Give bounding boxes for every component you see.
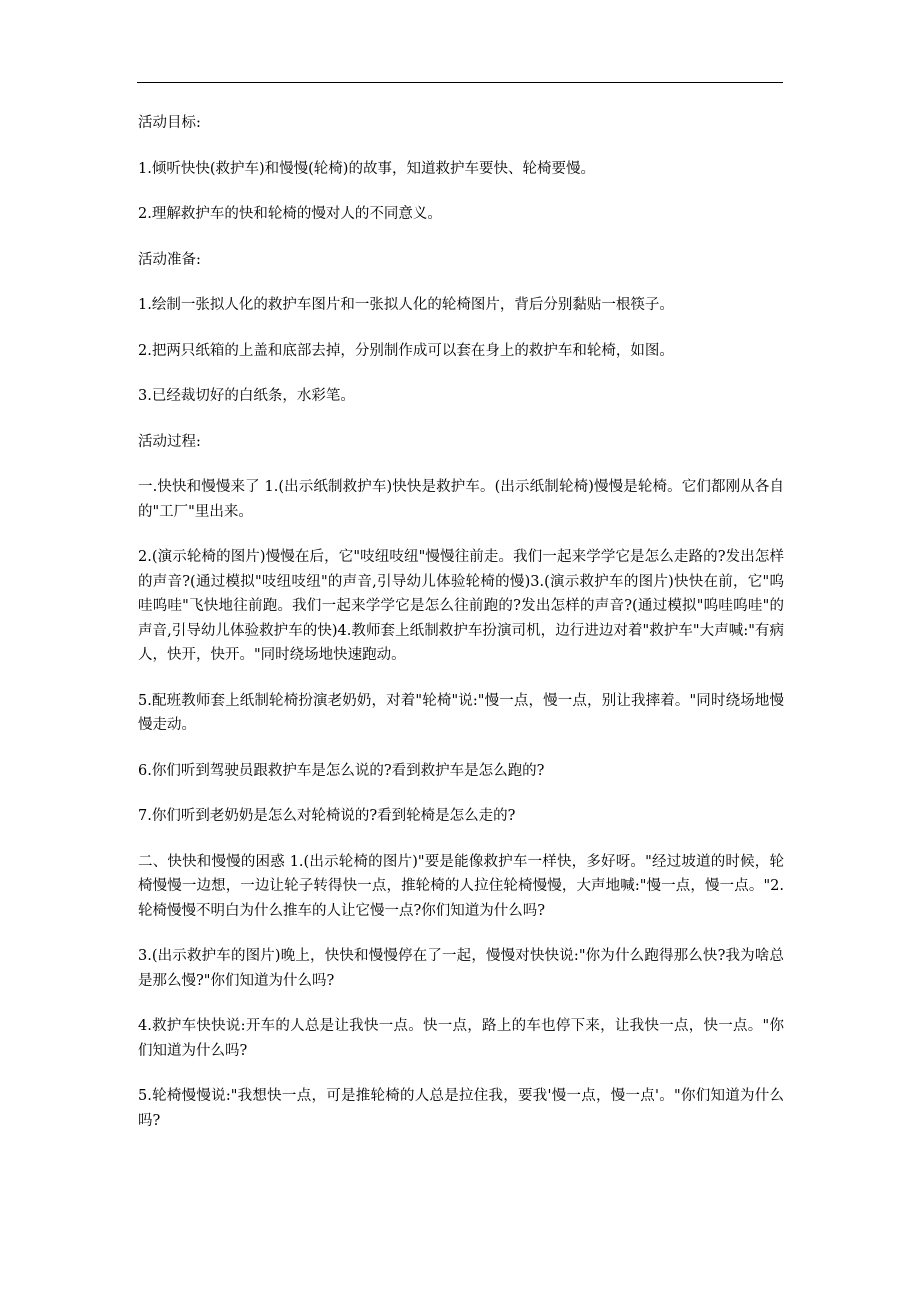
- document-body: [138, 111, 784, 1154]
- process-paragraph-2: 2.(演示轮椅的图片)慢慢在后，它"吱纽吱纽"慢慢往前走。我们一起来学学它是怎么走路的?发出怎样的声音?(通过模拟"吱纽吱纽"的声音,引导幼儿体验轮椅的慢)3.(演示救护车的图片)快快在前，它"呜哇呜哇"飞快地往前跑。我们一起来学学它是怎么往前跑的?发出怎样的声音?(通过模拟"呜哇呜哇"的声音,引导幼儿体验救护车的快)4.教师套上纸制救护车扮演司机，边行进边对着"救护车"大声喊:"有病人，快开，快开。"同时绕场地快速跑动。: [138, 549, 784, 663]
- section-heading-goals: 活动目标:: [138, 115, 201, 131]
- preparation-item-3: 3.已经裁切好的白纸条，水彩笔。: [138, 388, 355, 404]
- header-rule: [137, 82, 783, 83]
- preparation-item-2: 2.把两只纸箱的上盖和底部去掉，分别制作成可以套在身上的救护车和轮椅，如图。: [138, 342, 674, 359]
- process-paragraph-1: 一.快快和慢慢来了 1.(出示纸制救护车)快快是救护车。(出示纸制轮椅)慢慢是轮椅。它们都刚从各自的"工厂"里出来。: [138, 479, 784, 520]
- preparation-item-1: 1.绘制一张拟人化的救护车图片和一张拟人化的轮椅图片，背后分别黏贴一根筷子。: [138, 297, 674, 313]
- section-heading-preparation: 活动准备:: [138, 251, 201, 268]
- process-paragraph-9: 5.轮椅慢慢说:"我想快一点，可是推轮椅的人总是拉住我，要我'慢一点，慢一点'。"你们知道为什么吗?: [138, 1088, 784, 1129]
- process-paragraph-5: 7.你们听到老奶奶是怎么对轮椅说的?看到轮椅是怎么走的?: [138, 808, 516, 824]
- process-paragraph-4: 6.你们听到驾驶员跟救护车是怎么说的?看到救护车是怎么跑的?: [138, 762, 545, 779]
- goal-item-2: 2.理解救护车的快和轮椅的慢对人的不同意义。: [138, 206, 442, 222]
- process-paragraph-6: 二、快快和慢慢的困惑 1.(出示轮椅的图片)"要是能像救护车一样快，多好呀。"经过坡道的时候，轮椅慢慢一边想，一边让轮子转得快一点，推轮椅的人拉住轮椅慢慢，大声地喊:"慢一点，慢一点。"2.轮椅慢慢不明白为什么推车的人让它慢一点?你们知道为什么吗?: [138, 853, 784, 919]
- section-heading-process: 活动过程:: [138, 433, 201, 450]
- goal-item-1: 1.倾听快快(救护车)和慢慢(轮椅)的故事，知道救护车要快、轮椅要慢。: [138, 160, 595, 177]
- process-paragraph-7: 3.(出示救护车的图片)晚上，快快和慢慢停在了一起，慢慢对快快说:"你为什么跑得那么快?我为啥总是那么慢?"你们知道为什么吗?: [138, 948, 784, 989]
- process-paragraph-3: 5.配班教师套上纸制轮椅扮演老奶奶，对着"轮椅"说:"慢一点，慢一点，别让我摔着。"同时绕场地慢慢走动。: [138, 692, 784, 733]
- process-paragraph-8: 4.救护车快快说:开车的人总是让我快一点。快一点，路上的车也停下来，让我快一点，快一点。"你们知道为什么吗?: [138, 1018, 784, 1059]
